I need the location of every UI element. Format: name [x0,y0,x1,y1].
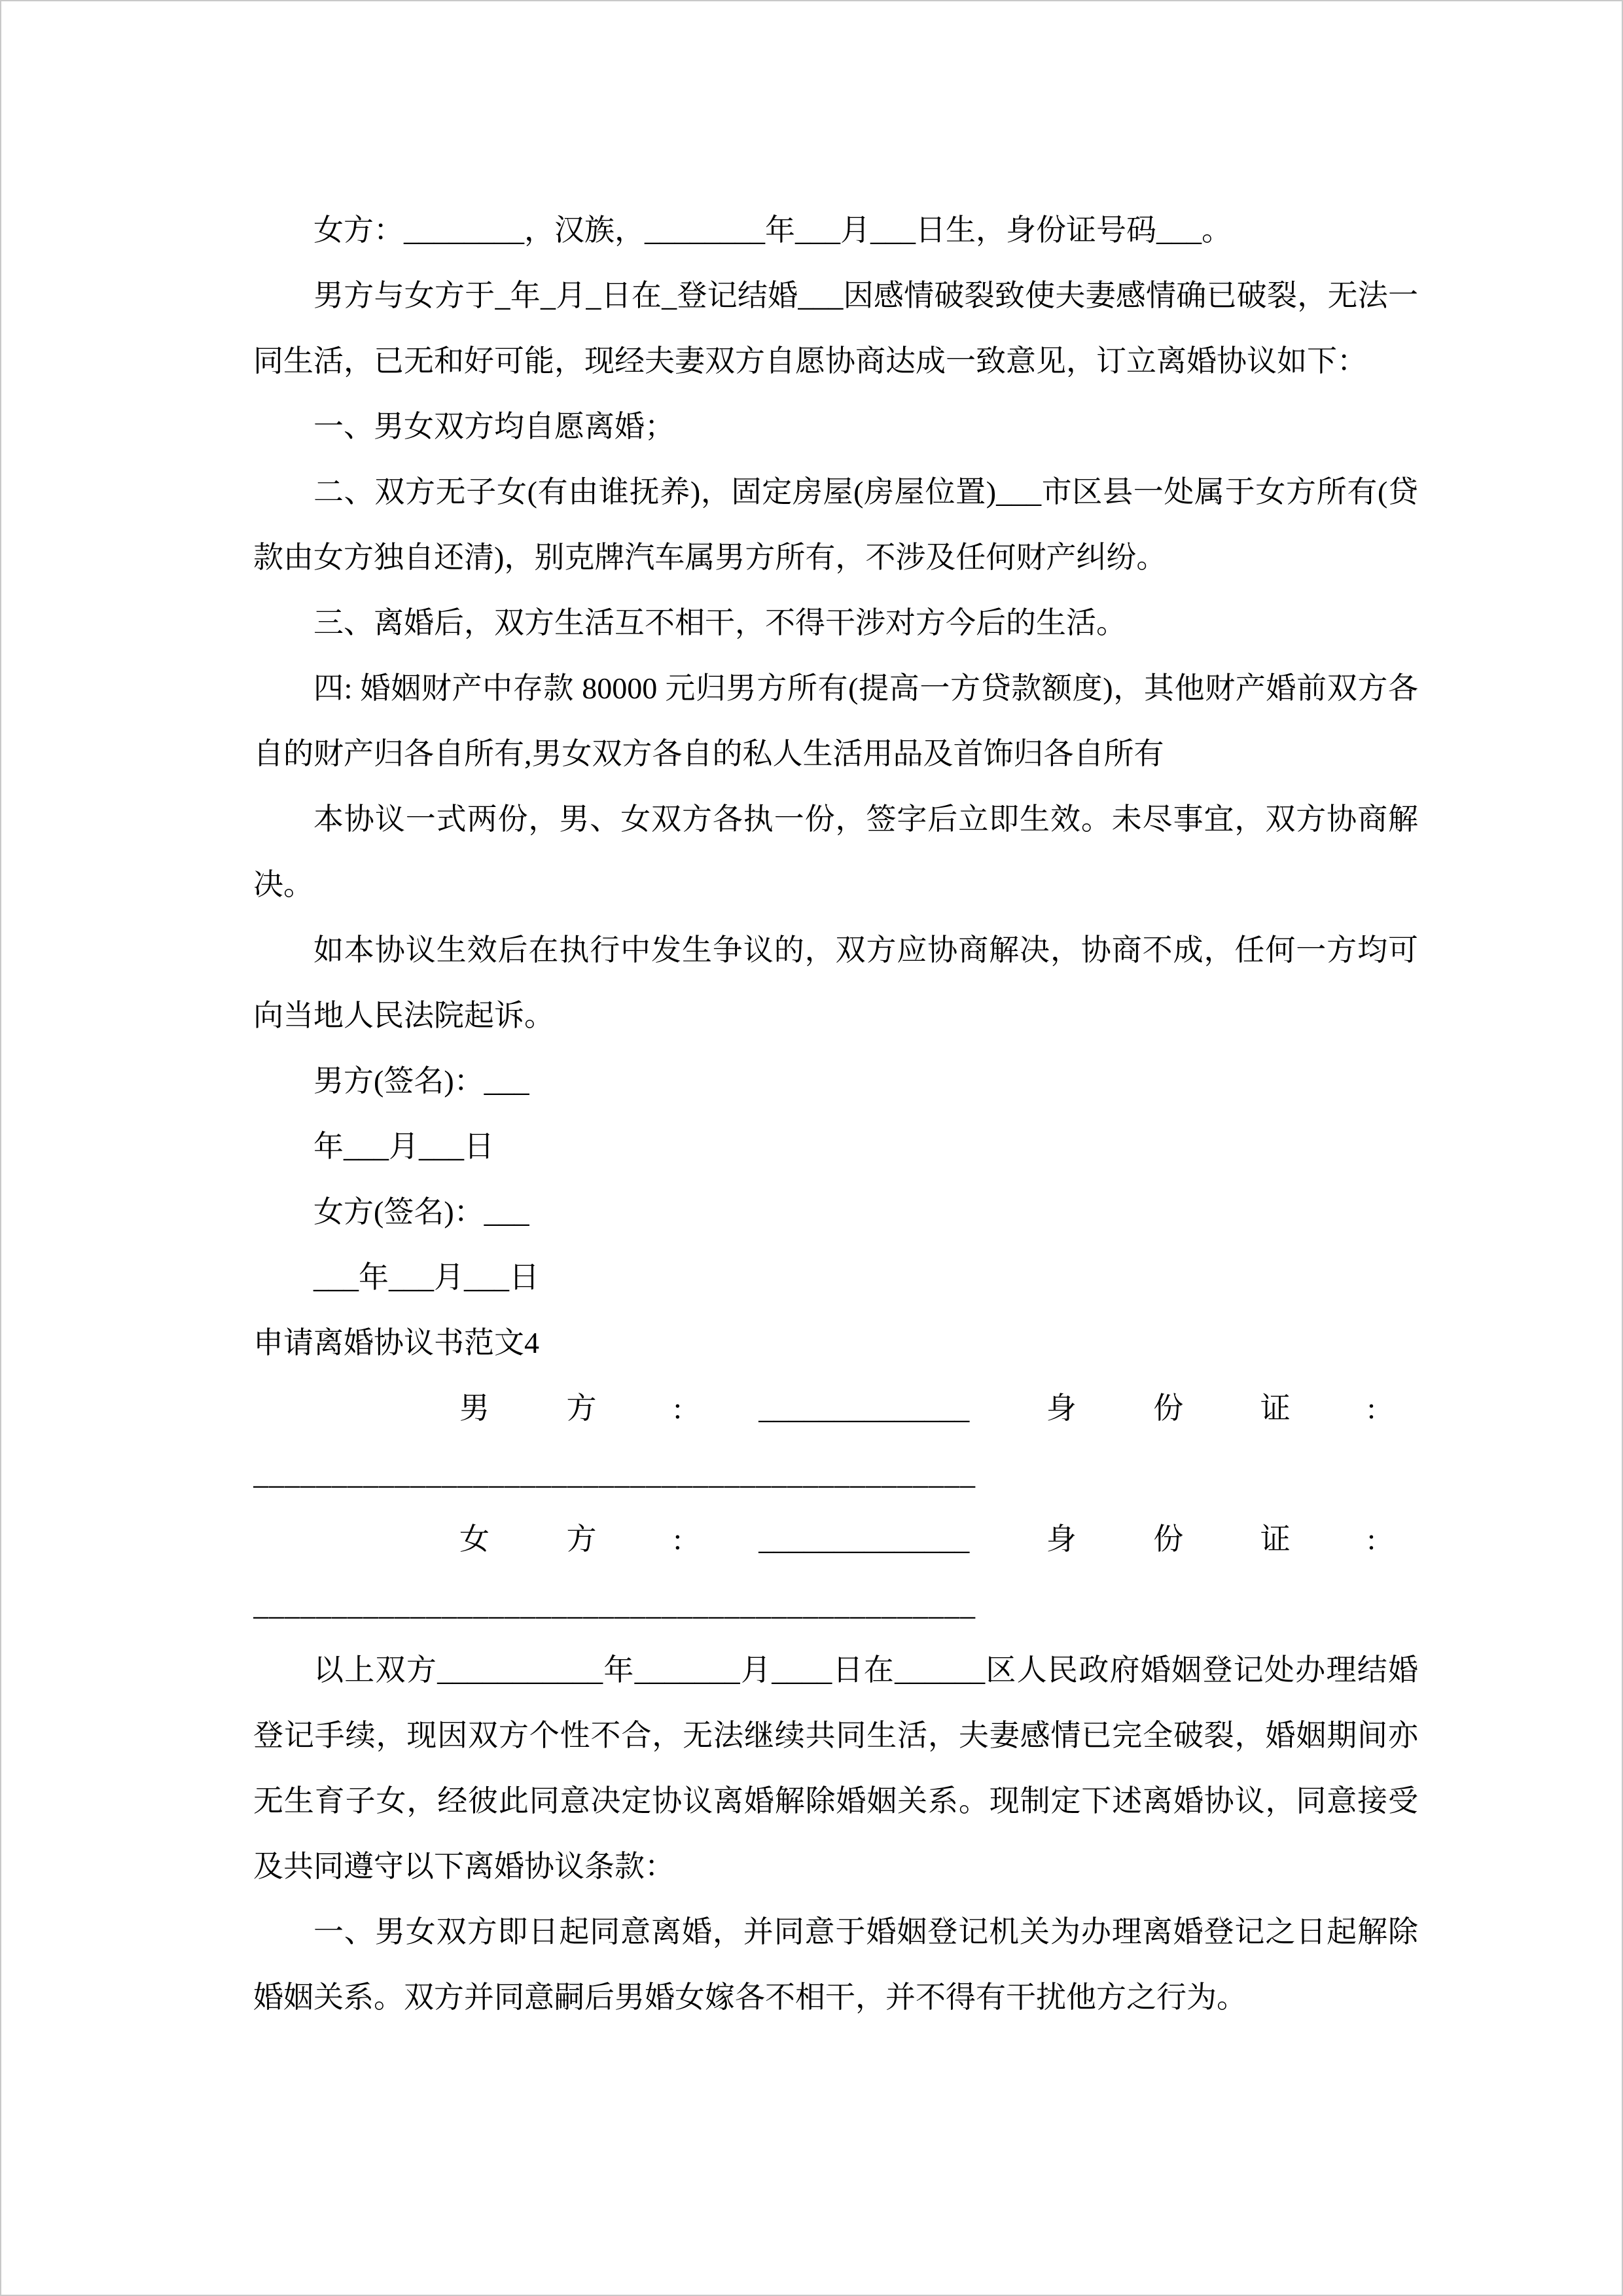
clause-1-voluntary-divorce: 一、男女双方均自愿离婚； [313,410,675,443]
woman-id-blank-line: ______________________________________________ [253,1588,976,1621]
woman-id-char-3: 证 [1260,1522,1291,1556]
man-id-colon: : [1367,1391,1376,1425]
woman-info-line: 女方：________，汉族，________年___月___日生，身份证号码___。 [313,213,1232,247]
man-name-blank: ______________ [758,1391,970,1425]
marriage-intro-paragraph: 男方与女方于_年_月_日在_登记结婚___因感情破裂致使夫妻感情确已破裂，无法一同生活，已无和好可能，现经夫妻双方自愿协商达成一致意见，订立离婚协议如下： [253,279,1418,378]
woman-signature-line: 女方(签名)：___ [313,1195,529,1229]
man-id-char-3: 证 [1260,1391,1291,1425]
man-id-char-2: 份 [1153,1391,1184,1425]
man-label-char-2: 方 [566,1391,597,1425]
man-signature-date-line: 年___月___日 [313,1130,494,1163]
template4-clause-1: 一、男女双方即日起同意离婚，并同意于婚姻登记机关为办理离婚登记之日起解除婚姻关系。双方并同意嗣后男婚女嫁各不相干，并不得有干扰他方之行为。 [253,1915,1418,2014]
clause-4-savings-division: 四: 婚姻财产中存款 80000 元归男方所有(提高一方贷款额度)，其他财产婚前双方各自的财产归各自所有,男女双方各自的私人生活用品及首饰归各自所有 [253,672,1418,770]
woman-label-char-1: 女 [459,1522,490,1556]
clause-3-no-interference: 三、离婚后，双方生活互不相干，不得干涉对方今后的生活。 [313,606,1126,639]
man-colon: : [673,1391,682,1425]
woman-id-char-1: 身 [1046,1522,1077,1556]
registration-intro-paragraph: 以上双方___________年_______月____日在______区人民政府婚姻登记处办理结婚登记手续，现因双方个性不合，无法继续共同生活，夫妻感情已完全破裂，婚姻期间亦无生育子女，经彼此同意决定协议离婚解除婚姻关系。现制定下述离婚协议，同意接受及共同遵守以下离婚协议条款： [253,1653,1418,1883]
man-id-row [459,1376,1376,1441]
woman-colon: : [673,1522,682,1556]
woman-signature-date-line: ___年___月___日 [313,1261,539,1294]
woman-id-char-2: 份 [1153,1522,1184,1556]
woman-label-char-2: 方 [566,1522,597,1556]
man-id-char-1: 身 [1046,1391,1077,1425]
dispute-resolution-clause: 如本协议生效后在执行中发生争议的，双方应协商解决，协商不成，任何一方均可向当地人民法院起诉。 [253,933,1418,1032]
woman-name-blank: ______________ [758,1522,970,1556]
man-label-char-1: 男 [459,1391,490,1425]
copies-effectiveness-clause: 本协议一式两份，男、女双方各执一份，签字后立即生效。未尽事宜，双方协商解决。 [253,802,1418,901]
woman-id-colon: : [1367,1522,1376,1556]
section-heading-template-4: 申请离婚协议书范文4 [253,1326,539,1359]
clause-2-property-house-car: 二、双方无子女(有由谁抚养)，固定房屋(房屋位置)___市区县一处属于女方所有(贷款由女方独自还清)，别克牌汽车属男方所有，不涉及任何财产纠纷。 [253,475,1418,574]
man-id-blank-line: ______________________________________________ [253,1457,976,1490]
woman-id-row [459,1507,1376,1572]
man-signature-line: 男方(签名)：___ [313,1064,529,1098]
divorce-agreement-document [253,198,1418,2030]
